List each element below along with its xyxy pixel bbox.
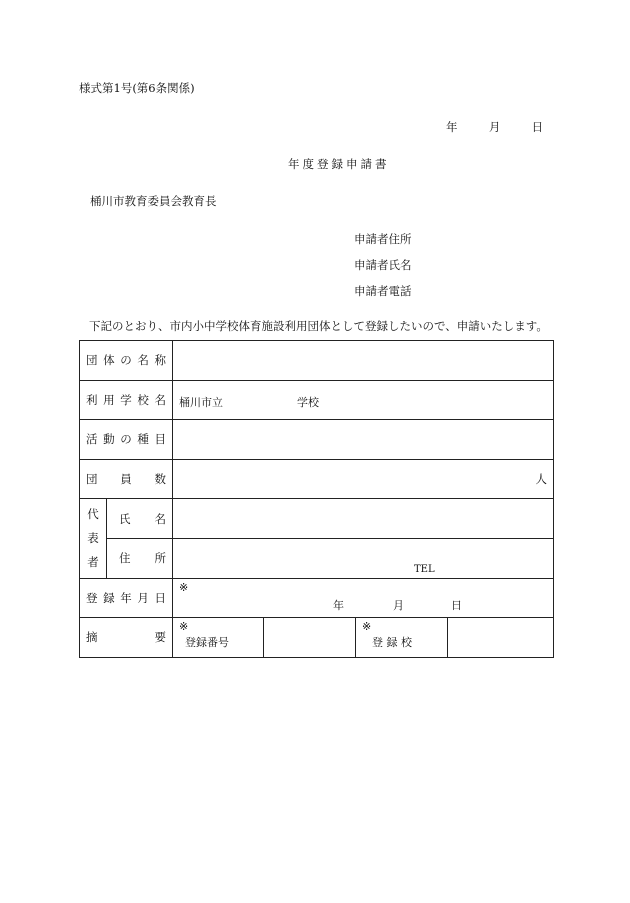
reg-school-field[interactable] xyxy=(448,618,554,658)
rep-name-label: 氏名 xyxy=(107,499,173,539)
representative-label xyxy=(80,499,107,578)
table-row xyxy=(80,618,554,658)
note-mark: ※ xyxy=(179,620,189,634)
reg-year-label: 年 xyxy=(333,598,344,612)
reg-school-label: 登 録 校 xyxy=(372,636,412,650)
activity-label: 活動の種目 xyxy=(80,420,173,460)
summary-label: 摘要 xyxy=(80,618,173,658)
table-row xyxy=(80,341,554,381)
reg-school-label-cell xyxy=(356,618,448,658)
applicant-phone-label: 申請者電話 xyxy=(354,284,412,298)
table-row xyxy=(80,578,554,618)
date-month-label: 月 xyxy=(488,120,501,134)
table-row xyxy=(80,499,554,539)
reg-number-field[interactable] xyxy=(264,618,356,658)
activity-field[interactable] xyxy=(173,420,554,460)
date-year-label: 年 xyxy=(446,120,458,134)
table-row xyxy=(80,459,554,499)
school-field[interactable] xyxy=(173,380,554,420)
school-suffix: 学校 xyxy=(297,395,319,409)
registration-table xyxy=(79,340,554,658)
members-unit: 人 xyxy=(535,472,547,487)
date-line xyxy=(446,119,543,135)
intro-text: 下記のとおり、市内小中学校体育施設利用団体として登録したいので、申請いたします。 xyxy=(89,319,548,333)
members-field[interactable] xyxy=(173,459,554,499)
rep-label-char-1: 代 xyxy=(87,507,99,522)
table-row xyxy=(80,420,554,460)
addressee: 桶川市教育委員会教育長 xyxy=(90,194,217,208)
school-label: 利用学校名 xyxy=(80,380,173,420)
table-row xyxy=(80,538,554,578)
applicant-address-label: 申請者住所 xyxy=(354,232,412,246)
rep-name-field[interactable] xyxy=(173,499,554,539)
note-mark: ※ xyxy=(179,580,189,594)
table-row xyxy=(80,380,554,420)
org-name-field[interactable] xyxy=(173,341,554,381)
rep-label-char-2: 表 xyxy=(87,531,99,546)
rep-address-label: 住所 xyxy=(107,538,173,578)
note-mark: ※ xyxy=(362,620,372,634)
reg-day-label: 日 xyxy=(451,598,462,612)
applicant-name-label: 申請者氏名 xyxy=(354,258,412,272)
rep-address-field[interactable] xyxy=(173,538,554,578)
reg-number-label-cell xyxy=(173,618,264,658)
reg-number-label: 登録番号 xyxy=(185,636,229,650)
date-day-label: 日 xyxy=(531,120,544,134)
form-number: 様式第1号(第6条関係) xyxy=(79,81,195,95)
rep-label-char-3: 者 xyxy=(87,555,99,570)
reg-month-label: 月 xyxy=(393,598,404,612)
reg-date-label: 登録年月日 xyxy=(80,578,173,618)
school-prefix: 桶川市立 xyxy=(179,395,223,409)
members-label: 団員数 xyxy=(80,459,173,499)
reg-date-field[interactable] xyxy=(173,578,554,618)
tel-label: TEL xyxy=(414,563,435,575)
org-name-label: 団体の名称 xyxy=(80,341,173,381)
document-title: 年度登録申請書 xyxy=(288,157,390,171)
applicant-block xyxy=(354,231,412,309)
